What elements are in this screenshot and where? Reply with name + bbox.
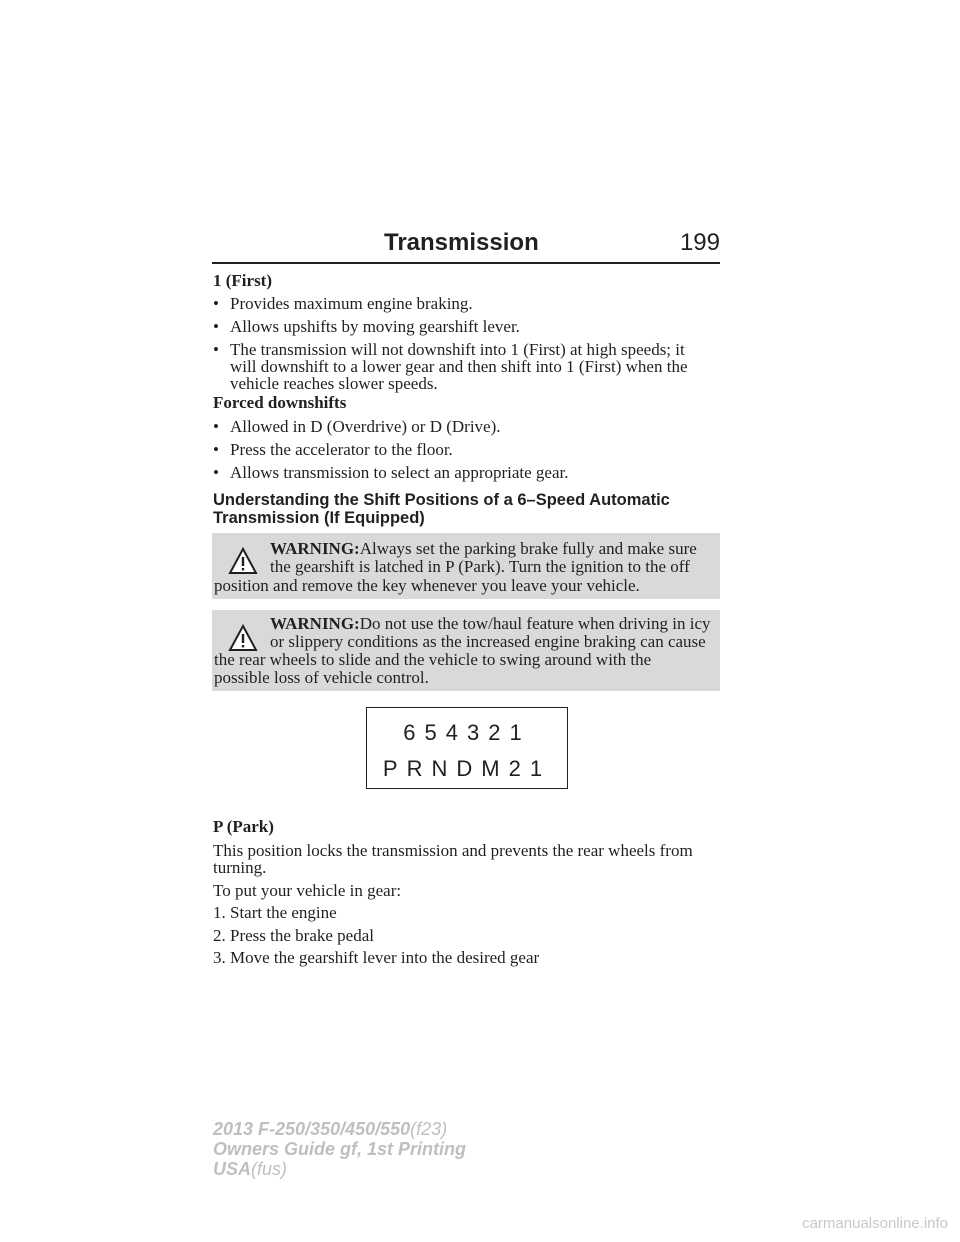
gear-positions-row: PRNDM21 [382,756,552,781]
warning-text-line: the rear wheels to slide and the vehicle to swing around with the [214,650,652,669]
park-description: This position locks the transmission and prevents the rear wheels from [213,841,693,860]
footer-line [213,1119,447,1139]
six-speed-heading-line2: Transmission (If Equipped) [213,509,425,527]
gear-intro: To put your vehicle in gear: [213,881,402,900]
step-item: 3. Move the gearshift lever into the desired gear [213,948,540,967]
warning-text-line: the gearshift is latched in P (Park). Turn the ignition to the off [270,557,690,576]
section-title: Transmission [384,229,539,256]
page-number: 199 [679,229,720,256]
warning-text-line: or slippery conditions as the increased engine braking can cause [270,632,706,651]
bullet-icon: • [213,417,219,436]
bullet-icon: • [213,340,219,359]
gear-numbers-row: 654321 [403,720,531,745]
list-item-continuation: will downshift to a lower gear and then shift into 1 (First) when the [230,357,688,376]
list-item-text: Allowed in D (Overdrive) or D (Drive). [230,417,501,436]
list-item-text: Allows upshifts by moving gearshift lever. [230,317,520,336]
warning-text: Always set the parking brake fully and make sure [359,539,697,558]
list-item-continuation: vehicle reaches slower speeds. [230,374,438,393]
footer-line [213,1159,287,1179]
footer-code: (f23) [410,1119,448,1139]
bullet-icon: • [213,440,219,459]
warning-label: WARNING: [270,539,360,558]
list-item-text: Provides maximum engine braking. [230,294,473,313]
forced-downshifts-heading: Forced downshifts [213,393,347,412]
bullet-icon: • [213,317,219,336]
site-watermark: carmanualsonline.info [802,1215,948,1232]
bullet-icon: • [213,294,219,313]
warning-text-line: possible loss of vehicle control. [214,668,429,687]
warning-triangle-icon [228,624,258,652]
footer-model: 2013 F-250/350/450/550 [213,1119,411,1139]
list-item-text: Allows transmission to select an appropriate gear. [230,463,569,482]
warning-label: WARNING: [270,614,360,633]
list-item-text: Press the accelerator to the floor. [230,440,453,459]
warning-text: Do not use the tow/haul feature when driving in icy [359,614,711,633]
six-speed-heading: Understanding the Shift Positions of a 6–Speed Automatic [213,491,670,509]
first-gear-heading: 1 (First) [213,271,273,290]
step-item: 1. Start the engine [213,903,337,922]
warning-triangle-icon [228,547,258,575]
page-header [212,228,720,264]
step-item: 2. Press the brake pedal [213,926,374,945]
gear-indicator-display [366,707,568,789]
list-item-text: The transmission will not downshift into 1 (First) at high speeds; it [230,340,685,359]
park-description-line2: turning. [213,858,267,877]
warning-box [212,610,720,691]
bullet-icon: • [213,463,219,482]
warning-text-line: position and remove the key whenever you leave your vehicle. [214,576,640,595]
footer-line: Owners Guide gf, 1st Printing [213,1139,467,1159]
footer-code: (fus) [251,1159,288,1179]
park-heading: P (Park) [213,817,274,836]
footer-region: USA [213,1159,252,1179]
warning-box [212,533,720,599]
